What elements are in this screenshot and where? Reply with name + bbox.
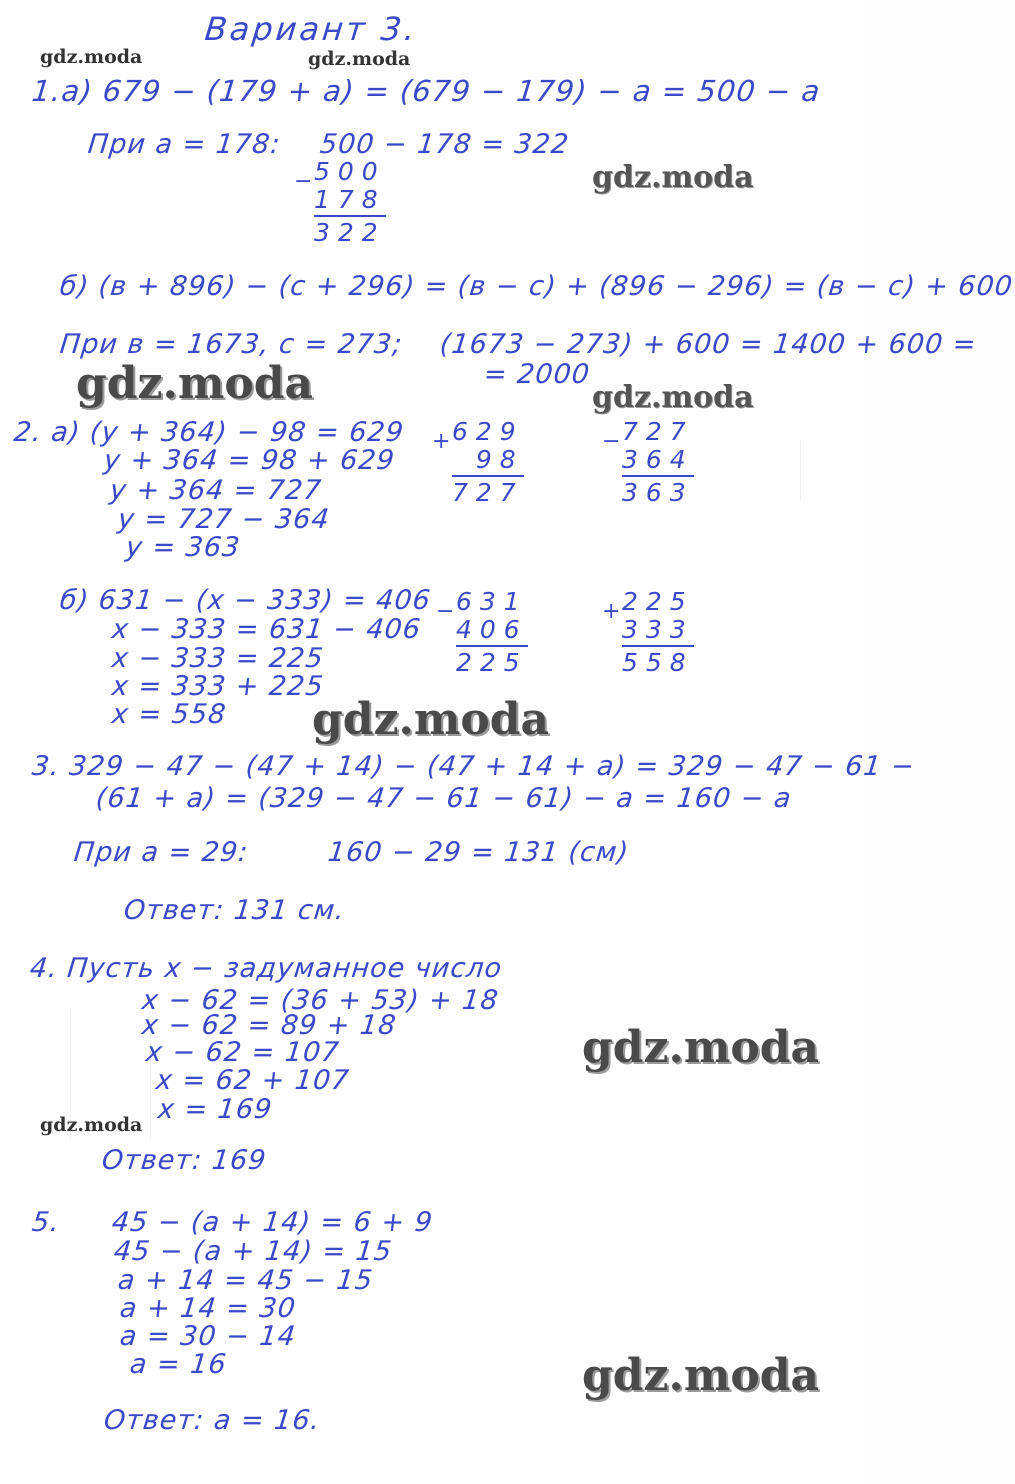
task2-a-line: у = 727 − 364 <box>116 504 332 535</box>
column-top: 629 <box>452 417 524 446</box>
task1-a-column <box>294 157 386 247</box>
task4-line: 4. Пусть х − задуманное число <box>28 953 504 984</box>
task5-line: 45 − (а + 14) = 15 <box>112 1236 394 1267</box>
task5-answer: Ответ: а = 16. <box>102 1405 322 1436</box>
task2-b-line: х − 333 = 225 <box>110 643 326 674</box>
task2-a-line: у + 364 = 727 <box>108 475 324 506</box>
column-top: 500 <box>314 157 386 186</box>
watermark: gdz.moda <box>312 694 550 745</box>
task2-a-line: у = 363 <box>124 532 242 563</box>
watermark: gdz.moda <box>40 1114 143 1136</box>
task5-line: а = 30 − 14 <box>118 1321 298 1352</box>
page-title: Вариант 3. <box>203 10 420 48</box>
task1-b-calc1: (1673 − 273) + 600 = 1400 + 600 = <box>438 329 979 360</box>
task2-a-column-add <box>432 417 524 507</box>
column-rule <box>456 645 528 647</box>
task4-line: х = 62 + 107 <box>154 1065 352 1096</box>
column-rule <box>314 215 386 217</box>
task4-answer: Ответ: 169 <box>100 1145 269 1176</box>
task3-answer: Ответ: 131 см. <box>122 895 347 926</box>
watermark: gdz.moda <box>592 380 754 415</box>
task1-b-equation: б) (в + 896) − (с + 296) = (в − с) + (896 − 296) = (в − с) + 600 <box>58 271 1015 302</box>
column-sign: − <box>602 429 621 454</box>
column-result: 225 <box>456 648 528 677</box>
column-result: 558 <box>622 648 694 677</box>
task3-when: При а = 29: <box>72 837 251 868</box>
column-rule <box>622 475 694 477</box>
column-sign: − <box>294 169 313 194</box>
task3-line1: 3. 329 − 47 − (47 + 14) − (47 + 14 + а) = 329 − 47 − 61 − <box>30 751 917 782</box>
column-mid: 333 <box>622 615 694 644</box>
column-sign: + <box>432 429 451 454</box>
column-top: 631 <box>456 587 528 616</box>
task5-line: а + 14 = 30 <box>118 1293 298 1324</box>
task3-line2: (61 + а) = (329 − 47 − 61 − 61) − а = 160 − а <box>94 783 794 814</box>
task4-line: х − 62 = (36 + 53) + 18 <box>140 985 501 1016</box>
task1-b-calc2: = 2000 <box>482 359 592 390</box>
task2-b-line: х = 333 + 225 <box>110 671 326 702</box>
watermark: gdz.moda <box>308 48 411 70</box>
column-rule <box>622 645 694 647</box>
task2-a-column-sub <box>602 417 694 507</box>
task2-b-column-sub <box>436 587 528 677</box>
column-sign: + <box>602 599 621 624</box>
task3-calc: 160 − 29 = 131 (см) <box>326 837 631 868</box>
column-mid: 178 <box>314 185 386 214</box>
task4-line: х − 62 = 89 + 18 <box>140 1010 399 1041</box>
task2-a-line: 2. а) (у + 364) − 98 = 629 <box>12 417 406 448</box>
task2-b-line: х = 558 <box>110 699 228 730</box>
column-mid: 406 <box>456 615 528 644</box>
task2-b-line: х − 333 = 631 − 406 <box>110 614 423 645</box>
column-result: 727 <box>452 478 524 507</box>
task1-a-when: При а = 178: <box>86 129 283 160</box>
task4-line: х − 62 = 107 <box>144 1037 342 1068</box>
task5-line: 45 − (а + 14) = 6 + 9 <box>110 1207 435 1238</box>
task5-line: а + 14 = 45 − 15 <box>116 1265 375 1296</box>
watermark: gdz.moda <box>582 1022 820 1073</box>
column-rule <box>452 475 524 477</box>
task1-b-when: При в = 1673, с = 273; <box>58 329 405 360</box>
task1-a-calc: 500 − 178 = 322 <box>318 129 571 160</box>
task5-number: 5. <box>30 1207 62 1238</box>
watermark: gdz.moda <box>592 160 754 195</box>
column-mid: 364 <box>622 445 694 474</box>
task2-b-column-add <box>602 587 694 677</box>
faint-line <box>800 440 801 500</box>
task1-a-equation: 1.а) 679 − (179 + а) = (679 − 179) − а = 500 − а <box>30 74 823 108</box>
watermark: gdz.moda <box>582 1350 820 1401</box>
task2-b-line: б) 631 − (х − 333) = 406 <box>58 585 433 616</box>
column-mid: 98 <box>475 445 524 474</box>
column-sign: − <box>436 599 455 624</box>
task2-a-line: у + 364 = 98 + 629 <box>102 445 397 476</box>
column-result: 363 <box>622 478 694 507</box>
watermark: gdz.moda <box>76 358 314 409</box>
column-result: 322 <box>314 218 386 247</box>
watermark: gdz.moda <box>40 46 143 68</box>
task5-line: а = 16 <box>128 1349 229 1380</box>
column-top: 727 <box>622 417 694 446</box>
column-top: 225 <box>622 587 694 616</box>
task4-line: х = 169 <box>156 1094 274 1125</box>
